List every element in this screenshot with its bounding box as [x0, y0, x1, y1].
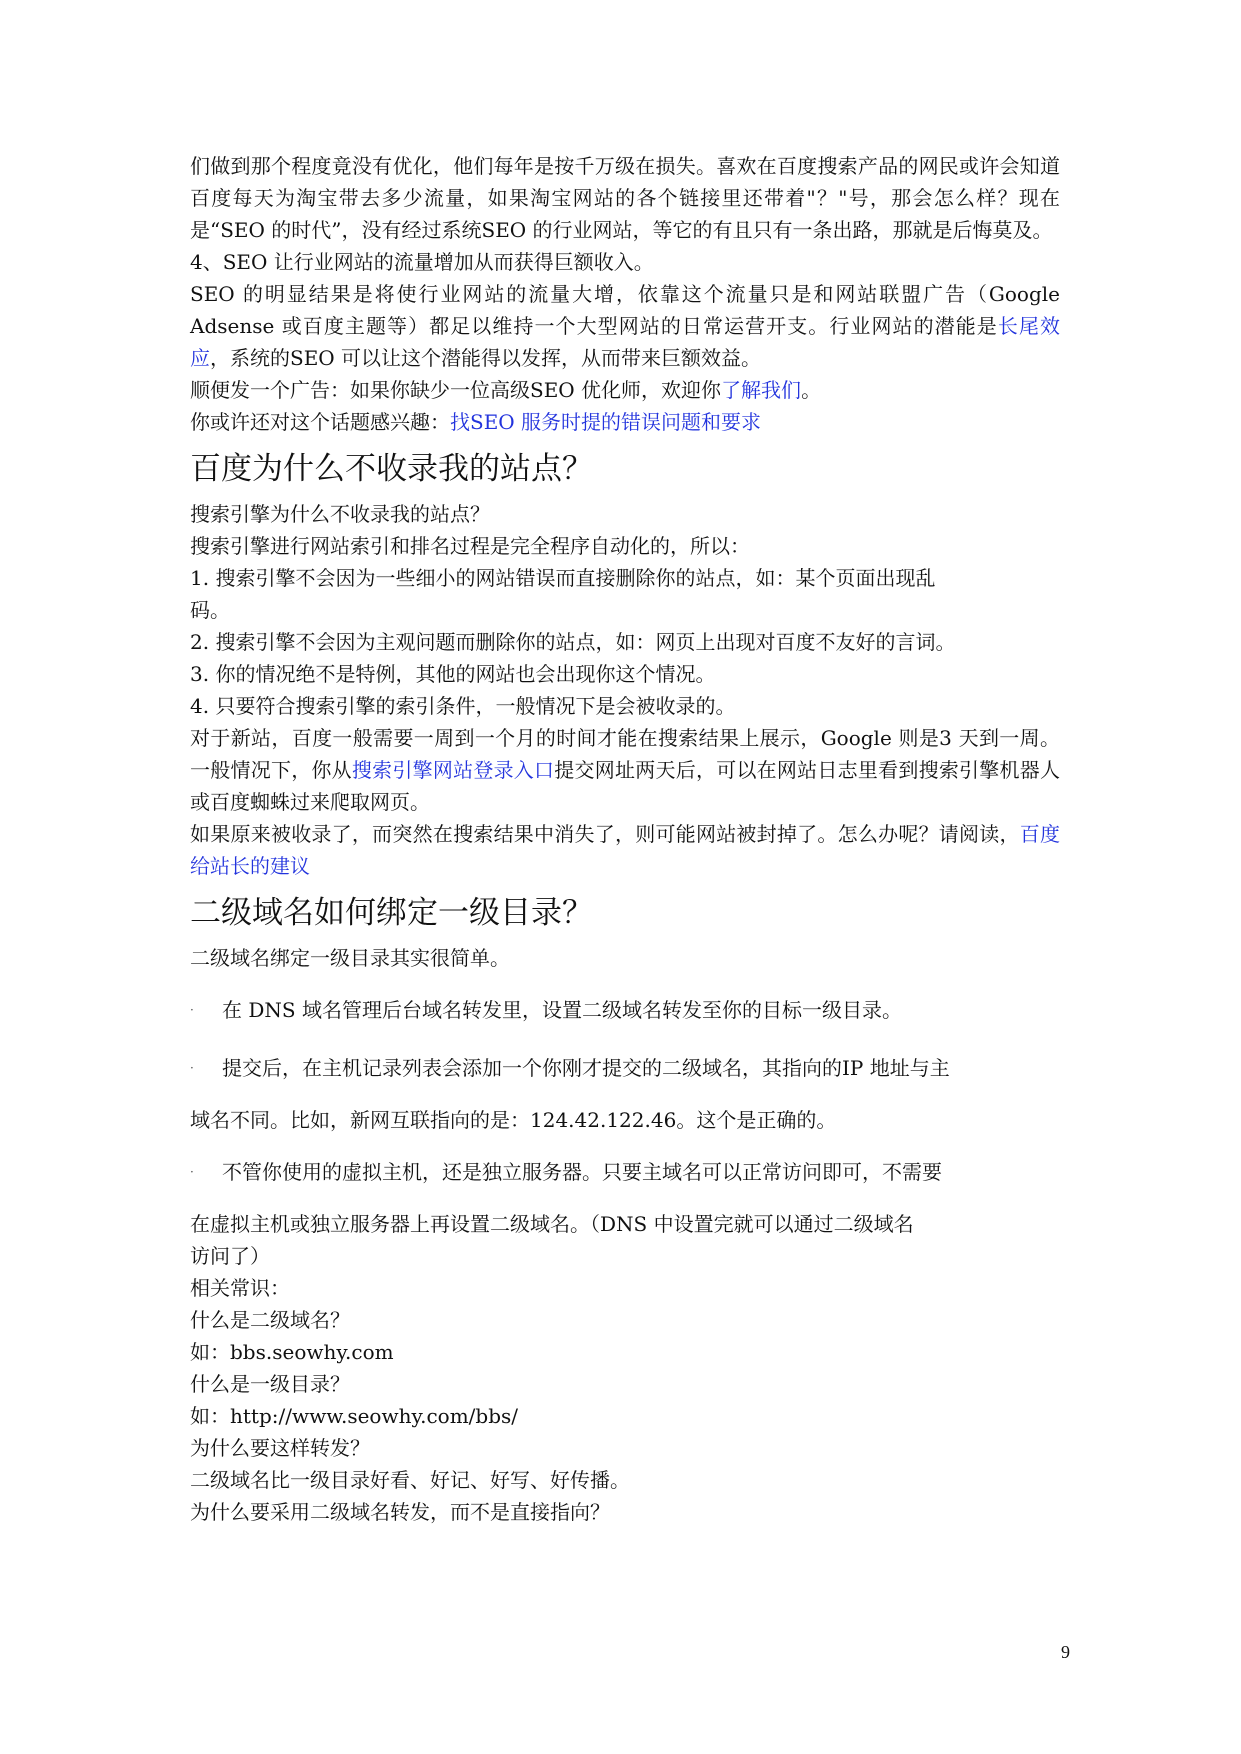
seo-paragraph-2	[190, 278, 1060, 374]
bullet-icon: ·	[190, 1165, 194, 1179]
baidu-item-1-cont: 码。	[190, 598, 230, 622]
domain-bullet-3-cont: 在虚拟主机或独立服务器上再设置二级域名。（DNS 中设置完就可以通过二级域名	[190, 1212, 914, 1236]
faq-question-1: 什么是二级域名？	[190, 1308, 350, 1332]
domain-bullet-3-text: 不管你使用的虚拟主机，还是独立服务器。只要主域名可以正常访问即可，不需要	[222, 1160, 942, 1184]
domain-bullet-3	[190, 1156, 1060, 1188]
domain-bullet-1-text: 在 DNS 域名管理后台域名转发里，设置二级域名转发至你的目标一级目录。	[222, 998, 902, 1022]
bullet-icon: ·	[190, 1061, 194, 1075]
baidu-item-1: 1. 搜索引擎不会因为一些细小的网站错误而直接删除你的站点，如：某个页面出现乱	[190, 566, 936, 590]
domain-intro: 二级域名绑定一级目录其实很简单。	[190, 946, 510, 970]
long-tail-link[interactable]: 长尾效应	[190, 314, 1060, 370]
domain-section-title: 二级域名如何绑定一级目录？	[190, 895, 593, 931]
domain-bullet-2	[190, 1052, 1060, 1084]
faq-question-2: 什么是一级目录？	[190, 1372, 350, 1396]
page-number: 9	[1061, 1642, 1070, 1662]
baidu-item-3: 3. 你的情况绝不是特例，其他的网站也会出现你这个情况。	[190, 662, 716, 686]
ad-text: 顺便发一个广告：如果你缺少一位高级SEO 优化师，欢迎你	[190, 378, 722, 402]
knowledge-heading: 相关常识：	[190, 1276, 290, 1300]
baidu-new-site-paragraph	[190, 722, 1060, 818]
baidu-item-2: 2. 搜索引擎不会因为主观问题而删除你的站点，如：网页上出现对百度不友好的言词。	[190, 630, 956, 654]
seo-heading-4: 4、SEO 让行业网站的流量增加从而获得巨额收入。	[190, 250, 654, 274]
baidu-intro: 搜索引擎进行网站索引和排名过程是完全程序自动化的，所以：	[190, 534, 750, 558]
baidu-lost-paragraph	[190, 818, 1060, 882]
lost-text: 如果原来被收录了，而突然在搜索结果中消失了，则可能网站被封掉了。怎么办呢？请阅读，	[190, 822, 1020, 846]
faq-answer-1: 如：bbs.seowhy.com	[190, 1340, 394, 1364]
seo-paragraph-2-tail: ，系统的SEO 可以让这个潜能得以发挥，从而带来巨额效益。	[210, 346, 762, 370]
new-site-text: 对于新站，百度一般需要一周到一个月的时间才能在搜索结果上展示，Google 则是3 天到一周。一般情况下，你从	[190, 726, 1060, 782]
related-topic-paragraph	[190, 406, 1060, 438]
domain-bullet-2-text: 提交后，在主机记录列表会添加一个你刚才提交的二级域名，其指向的IP 地址与主	[222, 1056, 950, 1080]
faq-answer-2: 如：http://www.seowhy.com/bbs/	[190, 1404, 519, 1428]
baidu-item-4: 4. 只要符合搜索引擎的索引条件，一般情况下是会被收录的。	[190, 694, 736, 718]
new-site-tail: 提交网址两天后，可以在网站日志里看到搜索引擎机器人或百度蜘蛛过来爬取网页。	[190, 758, 1061, 814]
page-content	[190, 150, 1060, 1528]
search-engine-submit-link[interactable]: 搜索引擎网站登录入口	[351, 758, 555, 782]
baidu-section-title: 百度为什么不收录我的站点？	[190, 451, 593, 487]
seo-service-mistakes-link[interactable]: 找SEO 服务时提的错误问题和要求	[450, 410, 762, 434]
ad-paragraph	[190, 374, 1060, 406]
domain-bullet-2-cont: 域名不同。比如，新网互联指向的是：124.42.122.46。这个是正确的。	[190, 1108, 837, 1132]
seo-paragraph-2-text: SEO 的明显结果是将使行业网站的流量大增，依靠这个流量只是和网站联盟广告（Google Adsense 或百度主题等）都足以维持一个大型网站的日常运营开支。行业网站的潜能是	[190, 282, 1060, 338]
baidu-webmaster-advice-link[interactable]: 百度给站长的建议	[190, 822, 1061, 878]
baidu-question: 搜索引擎为什么不收录我的站点？	[190, 502, 490, 526]
seo-paragraph-1: 们做到那个程度竟没有优化，他们每年是按千万级在损失。喜欢在百度搜索产品的网民或许会知道百度每天为淘宝带去多少流量，如果淘宝网站的各个链接里还带着"？"号，那会怎么样？现在是“SEO 的时代”，没有经过系统SEO 的行业网站，等它的有且只有一条出路，那就是后悔莫及。	[190, 154, 1060, 242]
domain-bullet-1	[190, 994, 1060, 1026]
faq-question-3: 为什么要这样转发？	[190, 1436, 370, 1460]
faq-question-4: 为什么要采用二级域名转发，而不是直接指向？	[190, 1500, 610, 1524]
bullet-icon: ·	[190, 1003, 194, 1017]
domain-bullet-3-cont-2: 访问了）	[190, 1244, 270, 1268]
faq-answer-3: 二级域名比一级目录好看、好记、好写、好传播。	[190, 1468, 630, 1492]
ad-tail: 。	[801, 378, 822, 402]
related-topic-text: 你或许还对这个话题感兴趣：	[190, 410, 450, 434]
about-us-link[interactable]: 了解我们	[721, 378, 802, 402]
